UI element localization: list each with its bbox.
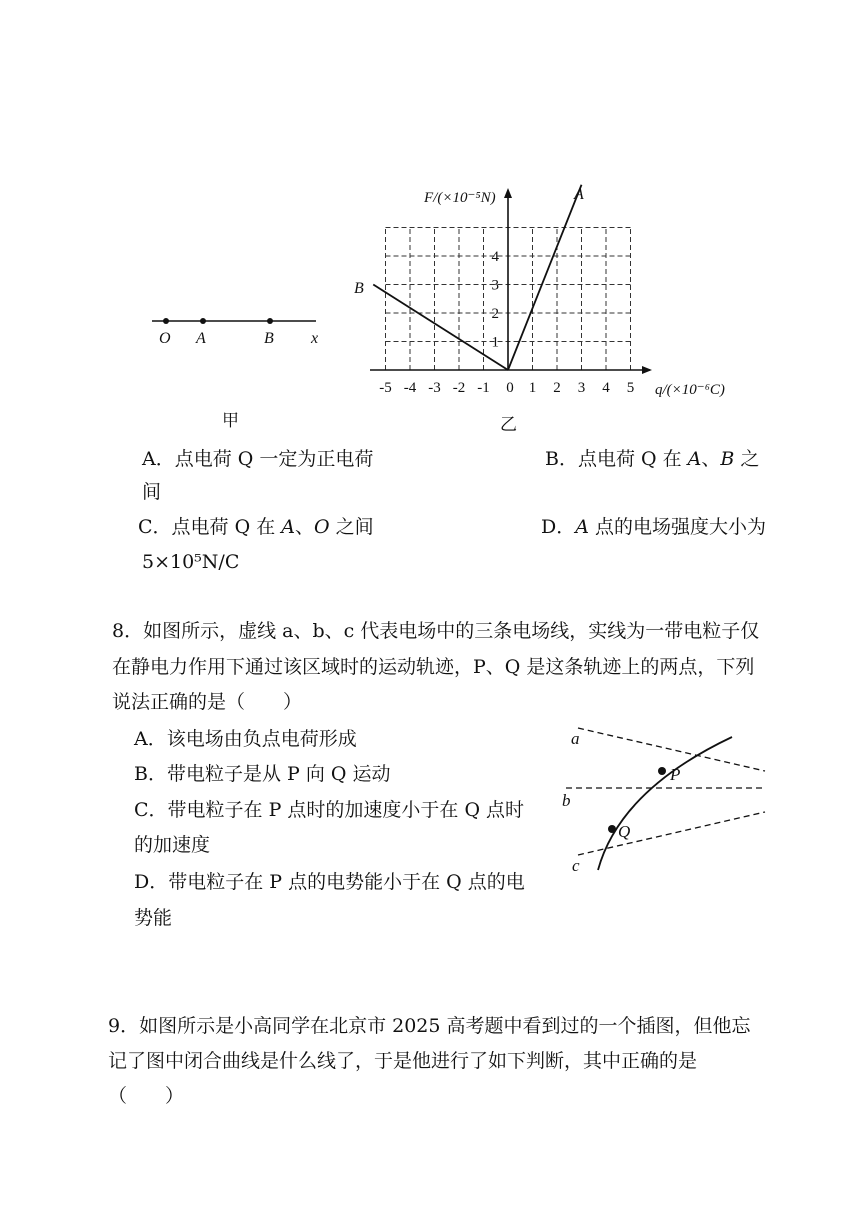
x-tick-label: 3: [577, 380, 586, 396]
label-q: Q: [618, 822, 631, 841]
q9-stem-line-1: [108, 1013, 751, 1039]
q8-option-a-text: A．该电场由负点电荷形成: [134, 728, 357, 750]
label-c-line: c: [572, 856, 580, 875]
option-d-value-text: 5×10⁵N/C: [142, 551, 240, 573]
caption-jia: 甲: [222, 411, 239, 430]
option-b-wrap-text: 间: [142, 481, 162, 503]
x-tick-label: -4: [403, 380, 417, 396]
x-tick-label: -1: [477, 380, 490, 396]
option-c-o: O: [314, 516, 330, 538]
label-x: x: [311, 330, 319, 347]
option-d-label: D．: [541, 516, 576, 538]
x-tick-label: 5: [626, 380, 635, 396]
q8-option-d-text: D．带电粒子在 P 点的电势能小于在 Q 点的电: [134, 871, 525, 893]
trajectory-curve: [598, 737, 732, 870]
x-tick-label: -5: [379, 380, 392, 396]
x-tick-label: 4: [602, 380, 610, 396]
q8-option-c-text: C．带电粒子在 P 点时的加速度小于在 Q 点时: [134, 799, 525, 821]
y-tick-label: 1: [491, 334, 499, 351]
y-tick-label: 2: [491, 306, 499, 322]
option-a-text: 点电荷 Q 一定为正电荷: [174, 448, 374, 470]
option-b-sep: 、: [701, 448, 721, 470]
label-b: B: [264, 330, 274, 347]
caption-yi: 乙: [500, 415, 517, 434]
option-c-text2: 之间: [329, 516, 374, 538]
q9-stem-2: 记了图中闭合曲线是什么线了，于是他进行了如下判断，其中正确的是: [108, 1050, 698, 1072]
option-a-label: A．: [142, 448, 175, 470]
x-tick-label: -3: [428, 380, 441, 396]
label-p: P: [670, 765, 681, 784]
q9-stem-1: 如图所示是小高同学在北京市 2025 高考题中看到过的一个插图，但他忘: [139, 1015, 751, 1037]
option-b-b: B: [720, 448, 735, 470]
q8-option-b-text: B．带电粒子是从 P 向 Q 运动: [134, 763, 391, 785]
line-a-label: A: [574, 186, 584, 203]
option-c-text1: 点电荷 Q 在: [171, 516, 282, 538]
q8-stem-1: 如图所示，虚线 a、b、c 代表电场中的三条电场线，实线为一带电粒子仅: [143, 620, 760, 642]
label-a-line: a: [571, 729, 580, 748]
label-a: A: [196, 330, 206, 347]
option-d-a: A: [575, 516, 589, 538]
y-axis-label: F/(×10⁻⁵N): [424, 190, 496, 206]
y-tick-label: 3: [491, 277, 499, 294]
line-b-label: B: [354, 280, 364, 297]
q9-stem-line-2: [108, 1048, 697, 1074]
x-tick-label: 2: [553, 380, 561, 396]
q8-option-c-wrap-text: 的加速度: [134, 834, 211, 856]
q8-stem-2: 在静电力作用下通过该区域时的运动轨迹，P、Q 是这条轨迹上的两点，下列: [112, 656, 755, 678]
option-c-label: C．: [138, 516, 172, 538]
option-c-a: A: [281, 516, 295, 538]
x-tick-label: -2: [452, 380, 466, 396]
x-axis-label: q/(×10⁻⁶C): [655, 382, 725, 398]
option-b-label: B．: [545, 448, 578, 470]
option-b-text1: 点电荷 Q 在: [577, 448, 688, 470]
label-b-line: b: [562, 791, 571, 810]
q9-stem-line-3: [108, 1083, 184, 1109]
label-o: O: [159, 330, 171, 347]
option-c-sep: 、: [294, 516, 314, 538]
x-tick-label: 0: [506, 380, 514, 396]
q8-number: 8．: [112, 620, 144, 642]
y-tick-label: 4: [491, 249, 499, 265]
q9-number: 9．: [108, 1015, 140, 1037]
q8-option-d-wrap-text: 势能: [134, 907, 173, 929]
point-q-dot: [608, 825, 616, 833]
q9-stem-3: （ ）: [108, 1085, 185, 1107]
option-b-text2: 之: [734, 448, 760, 470]
option-b-a: A: [687, 448, 702, 470]
x-tick-label: 1: [528, 380, 537, 396]
point-p-dot: [658, 767, 666, 775]
q8-stem-3: 说法正确的是（ ）: [112, 691, 303, 713]
option-d-text: 点的电场强度大小为: [588, 516, 767, 538]
